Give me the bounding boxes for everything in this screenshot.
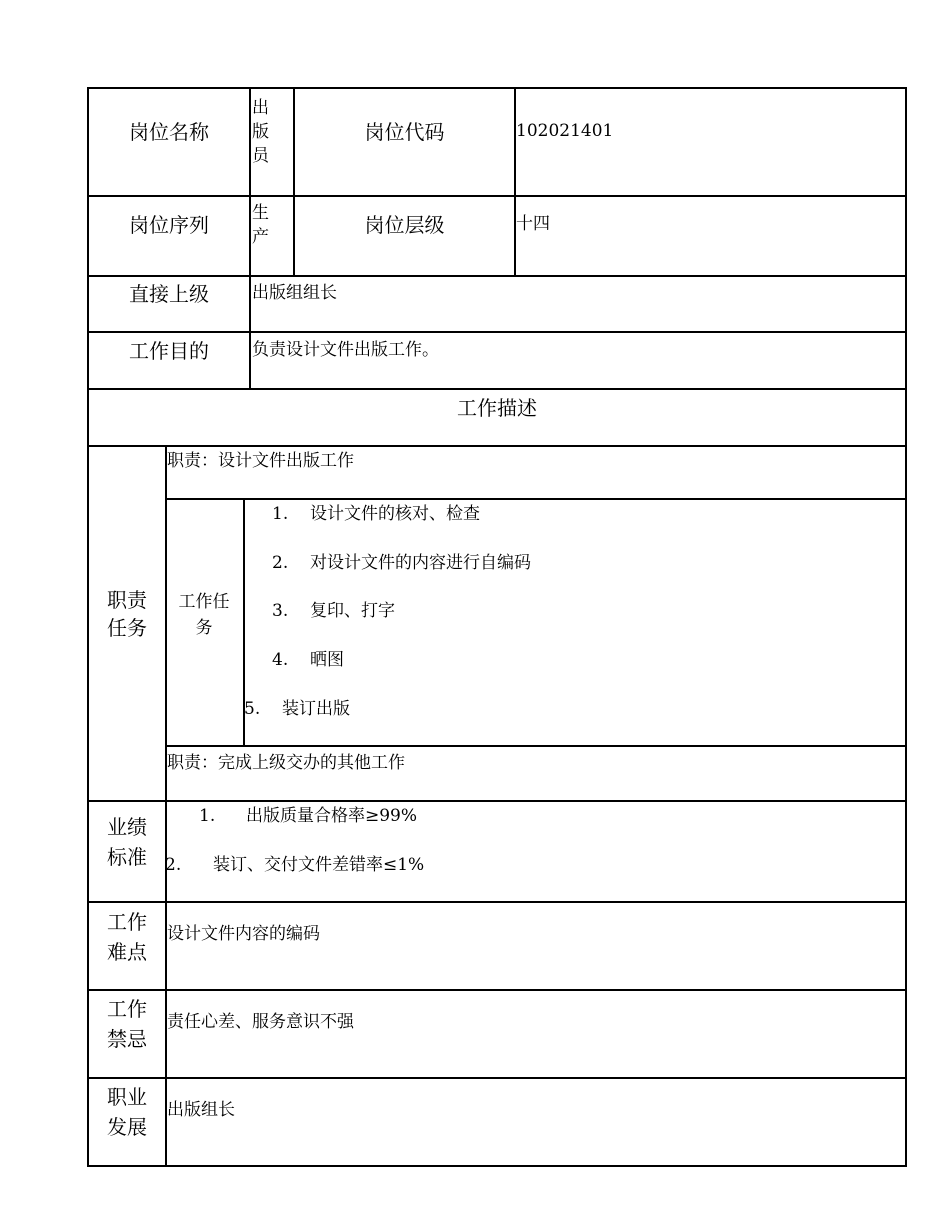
duty-1: 职责：设计文件出版工作 bbox=[167, 451, 354, 471]
task-3-number: 3. bbox=[272, 601, 289, 621]
task-1-number: 1. bbox=[272, 504, 289, 524]
sequence-label: 岗位序列 bbox=[129, 213, 209, 237]
rule bbox=[905, 87, 907, 1167]
performance-2-number: 2. bbox=[165, 855, 182, 875]
position-code-label: 岗位代码 bbox=[364, 120, 445, 144]
rule bbox=[87, 195, 907, 197]
performance-1-text: 出版质量合格率≥99% bbox=[246, 806, 418, 826]
rule bbox=[165, 745, 907, 747]
rule bbox=[87, 331, 907, 333]
rule bbox=[87, 1165, 907, 1167]
career-value: 出版组长 bbox=[167, 1100, 235, 1120]
difficulty-label: 工作难点 bbox=[107, 910, 147, 964]
rule bbox=[87, 1077, 907, 1079]
rule bbox=[514, 87, 516, 277]
rule bbox=[87, 989, 907, 991]
task-2-text: 对设计文件的内容进行自编码 bbox=[310, 553, 531, 573]
duties-label: 职责任务 bbox=[107, 588, 147, 640]
task-3-text: 复印、打字 bbox=[310, 601, 395, 621]
rule bbox=[87, 901, 907, 903]
rule bbox=[87, 87, 907, 89]
task-4-number: 4. bbox=[272, 650, 289, 670]
level-value: 十四 bbox=[516, 214, 550, 234]
rule bbox=[87, 275, 907, 277]
position-name-label: 岗位名称 bbox=[129, 120, 209, 144]
performance-2-text: 装订、交付文件差错率≤1% bbox=[213, 855, 425, 875]
sequence-value: 生产 bbox=[252, 203, 269, 247]
difficulty-value: 设计文件内容的编码 bbox=[167, 924, 320, 944]
performance-1-number: 1. bbox=[199, 806, 216, 826]
rule bbox=[87, 445, 907, 447]
rule bbox=[249, 87, 251, 390]
task-2-number: 2. bbox=[272, 553, 289, 573]
position-code-value: 102021401 bbox=[516, 121, 614, 141]
career-label: 职业发展 bbox=[107, 1085, 147, 1139]
taboo-label: 工作禁忌 bbox=[107, 997, 147, 1051]
level-label: 岗位层级 bbox=[364, 213, 445, 237]
task-4-text: 晒图 bbox=[310, 650, 344, 670]
purpose-value: 负责设计文件出版工作。 bbox=[252, 340, 439, 360]
rule bbox=[87, 800, 907, 802]
superior-label: 直接上级 bbox=[129, 282, 209, 306]
description-header: 工作描述 bbox=[457, 396, 537, 420]
rule bbox=[87, 388, 907, 390]
rule bbox=[87, 87, 89, 1167]
task-1-text: 设计文件的核对、检查 bbox=[310, 504, 480, 524]
tasks-label: 工作任务 bbox=[178, 592, 230, 638]
position-name-value: 出版员 bbox=[252, 98, 269, 166]
rule bbox=[293, 87, 295, 277]
taboo-value: 责任心差、服务意识不强 bbox=[167, 1012, 354, 1032]
task-5-text: 装订出版 bbox=[282, 699, 350, 719]
superior-value: 出版组组长 bbox=[252, 283, 337, 303]
rule bbox=[165, 445, 167, 1167]
performance-label: 业绩标准 bbox=[107, 815, 147, 869]
rule bbox=[165, 498, 907, 500]
purpose-label: 工作目的 bbox=[129, 339, 209, 363]
duty-2: 职责：完成上级交办的其他工作 bbox=[167, 753, 405, 773]
task-5-number: 5. bbox=[244, 699, 261, 719]
